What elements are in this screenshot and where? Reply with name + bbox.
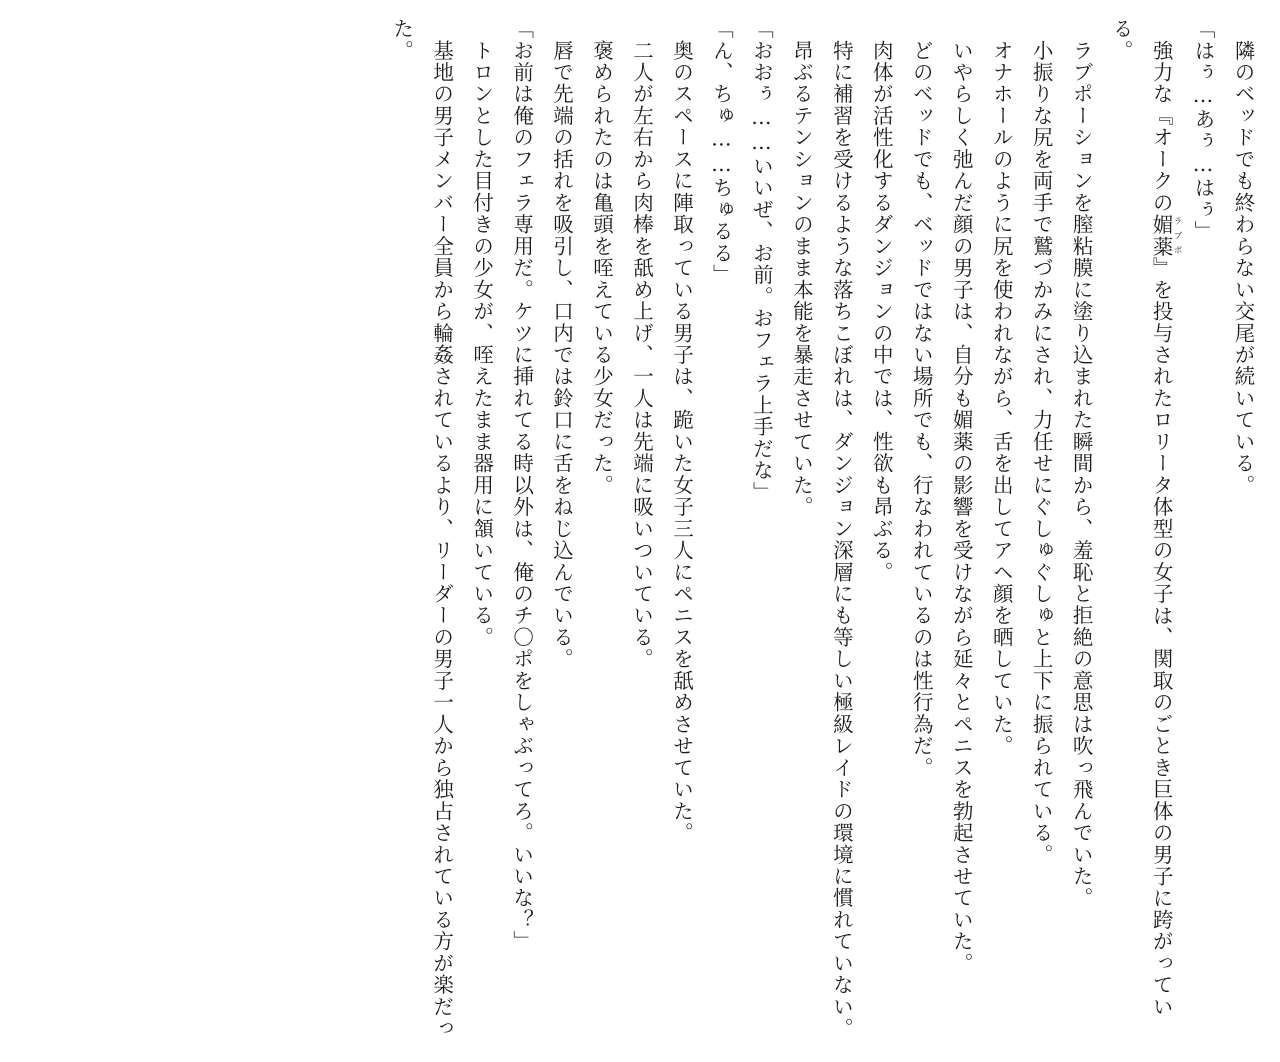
paragraph: 二人が左右から肉棒を舐め上げ、一人は先端に吸いついている。 — [629, 18, 654, 670]
paragraph-with-ruby — [1100, 18, 1182, 1044]
paragraph-dialogue: 「おおぅ……いいぜ、お前。おフェラ上手だな」 — [749, 18, 774, 504]
paragraph: どのベッドでも、ベッドではない場所でも、行なわれているのは性行為だ。 — [909, 18, 934, 779]
ruby-pre-text: 強力な『オークの — [1149, 18, 1174, 214]
paragraph: いやらしく弛んだ顔の男子は、自分も媚薬の影響を受けながら延々とペニスを勃起させていた。 — [949, 18, 974, 975]
paragraph: 唇で先端の括れを吸引し、口内では鈴口に舌をねじ込んでいる。 — [549, 18, 574, 670]
paragraph: 特に補習を受けるような落ちこぼれは、ダンジョン深層にも等しい極級レイドの環境に慣れていない。 — [829, 18, 854, 1040]
paragraph: 奥のスペースに陣取っている男子は、跪いた女子三人にペニスを舐めさせていた。 — [669, 18, 694, 844]
paragraph: 小振りな尻を両手で鷲づかみにされ、力任せにぐしゅぐしゅと上下に振られている。 — [1029, 18, 1054, 866]
paragraph: 基地の男子メンバー全員から輪姦されているより、リーダーの男子一人から独占されている方が楽だった。 — [389, 18, 454, 1040]
vertical-text-body — [18, 18, 1262, 1044]
paragraph: 褒められたのは亀頭を咥えている少女だった。 — [589, 18, 614, 497]
paragraph-dialogue: 「はぅ…あぅ…はぅ」 — [1191, 18, 1216, 243]
ruby-post-text: 』を投与されたロリータ体型の女子は、関取のごとき巨体の男子に跨がっている。 — [1109, 18, 1174, 1018]
paragraph: トロンとした目付きの少女が、咥えたまま器用に頷いている。 — [469, 18, 494, 649]
ruby-text: ラブポ — [1172, 213, 1183, 258]
paragraph: ラブポーションを膣粘膜に塗り込まれた瞬間から、羞恥と拒絶の意思は吹っ飛んでいた。 — [1069, 18, 1094, 909]
paragraph: 隣のベッドでも終わらない交尾が続いている。 — [1231, 18, 1255, 497]
paragraph: 肉体が活性化するダンジョンの中では、性欲も昂ぶる。 — [869, 18, 894, 583]
paragraph-dialogue: 「お前は俺のフェラ専用だ。ケツに挿れてる時以外は、俺のチ〇ポをしゃぶってろ。いいな？」 — [509, 18, 534, 953]
paragraph-dialogue: 「ん、ちゅ……ちゅるる」 — [709, 18, 734, 286]
paragraph: オナホールのように尻を使われながら、舌を出してアヘ顔を晒していた。 — [989, 18, 1014, 757]
ruby-annotation — [1149, 213, 1183, 258]
paragraph: 昂ぶるテンションのまま本能を暴走させていた。 — [789, 18, 814, 518]
ruby-base: 媚薬 — [1149, 213, 1174, 258]
